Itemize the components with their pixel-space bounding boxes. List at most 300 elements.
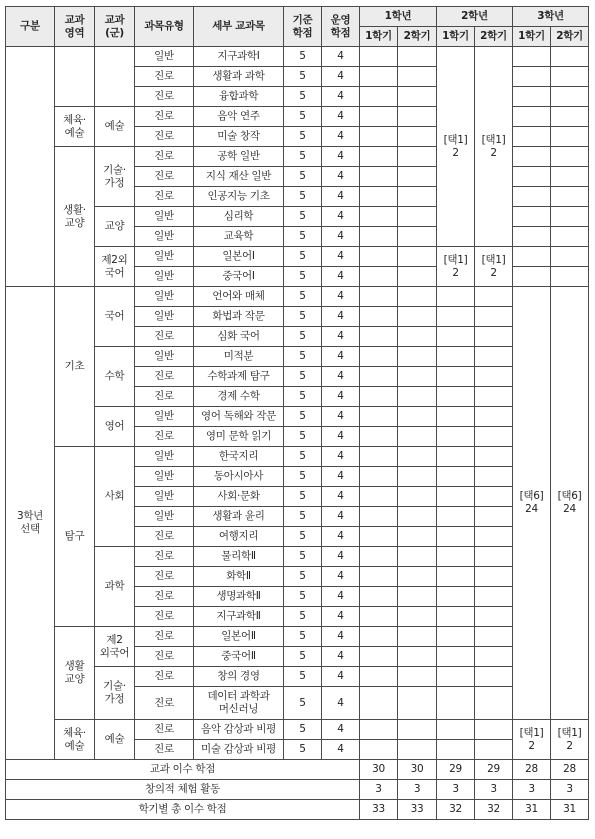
- y2s1-cell: [437, 307, 475, 327]
- base-credit-cell: 5: [284, 107, 322, 127]
- type-cell: 진로: [135, 627, 194, 647]
- subject-cell: 경제 수학: [194, 387, 284, 407]
- y1s2-cell: [398, 407, 437, 427]
- y1s2-cell: [398, 267, 437, 287]
- subject-cell: 일본어Ⅱ: [194, 627, 284, 647]
- y1s1-cell: [360, 47, 398, 67]
- type-cell: 진로: [135, 740, 194, 760]
- type-cell: 일반: [135, 47, 194, 67]
- y1s2-cell: [398, 587, 437, 607]
- y1s2-cell: [398, 507, 437, 527]
- y1s2-cell: [398, 427, 437, 447]
- totals-label: 학기별 총 이수 학점: [6, 800, 360, 820]
- y3s1-cell: [513, 187, 551, 207]
- total-value: 3: [513, 780, 551, 800]
- subject-cell: 동아시아사: [194, 467, 284, 487]
- y2s2-cell: [475, 587, 513, 607]
- y1s1-cell: [360, 227, 398, 247]
- group-cell-korean: 국어: [95, 287, 135, 347]
- table-body: [6, 47, 589, 820]
- oper-credit-cell: 4: [322, 147, 360, 167]
- type-cell: 진로: [135, 67, 194, 87]
- base-credit-cell: 5: [284, 307, 322, 327]
- y1s2-cell: [398, 107, 437, 127]
- group-cell-lang2b: 제2 외국어: [95, 627, 135, 667]
- y1s2-cell: [398, 327, 437, 347]
- subject-cell: 일본어Ⅰ: [194, 247, 284, 267]
- type-cell: 일반: [135, 407, 194, 427]
- y2s2-cell: [475, 327, 513, 347]
- subject-cell: 융합과학: [194, 87, 284, 107]
- oper-credit-cell: 4: [322, 687, 360, 720]
- y2s2-choice-cell: [택1] 2: [475, 47, 513, 247]
- y2s1-choice-cell: [택1] 2: [437, 47, 475, 247]
- type-cell: 진로: [135, 567, 194, 587]
- type-cell: 진로: [135, 367, 194, 387]
- header-y1-sem1: 1학기: [360, 27, 398, 47]
- oper-credit-cell: 4: [322, 67, 360, 87]
- area-cell-blank: [55, 47, 95, 107]
- total-value: 3: [551, 780, 589, 800]
- subject-cell: 지식 재산 일반: [194, 167, 284, 187]
- oper-credit-cell: 4: [322, 387, 360, 407]
- y2s2-choice-cell: [택1] 2: [475, 247, 513, 287]
- y1s2-cell: [398, 47, 437, 67]
- type-cell: 진로: [135, 187, 194, 207]
- base-credit-cell: 5: [284, 527, 322, 547]
- y2s2-cell: [475, 367, 513, 387]
- y3s1-cell: [513, 47, 551, 67]
- base-credit-cell: 5: [284, 267, 322, 287]
- y1s1-cell: [360, 447, 398, 467]
- subject-cell: 음악 연주: [194, 107, 284, 127]
- group-cell-edu: 교양: [95, 207, 135, 247]
- y3s1-cell: [513, 127, 551, 147]
- oper-credit-cell: 4: [322, 567, 360, 587]
- subject-cell: 수학과제 탐구: [194, 367, 284, 387]
- y1s1-cell: [360, 427, 398, 447]
- y2s2-cell: [475, 720, 513, 740]
- subject-cell: 생명과학Ⅱ: [194, 587, 284, 607]
- base-credit-cell: 5: [284, 327, 322, 347]
- y1s2-cell: [398, 467, 437, 487]
- area-cell-explore: 탐구: [55, 447, 95, 627]
- y1s2-cell: [398, 227, 437, 247]
- y3s1-cell: [513, 227, 551, 247]
- y2s2-cell: [475, 427, 513, 447]
- total-value: 33: [398, 800, 437, 820]
- y2s1-cell: [437, 740, 475, 760]
- subject-cell: 교육학: [194, 227, 284, 247]
- type-cell: 진로: [135, 667, 194, 687]
- y2s1-cell: [437, 587, 475, 607]
- oper-credit-cell: 4: [322, 307, 360, 327]
- subject-cell: 심화 국어: [194, 327, 284, 347]
- base-credit-cell: 5: [284, 407, 322, 427]
- type-cell: 진로: [135, 327, 194, 347]
- base-credit-cell: 5: [284, 627, 322, 647]
- y1s2-cell: [398, 547, 437, 567]
- y2s1-choice-cell: [택1] 2: [437, 247, 475, 287]
- type-cell: 진로: [135, 147, 194, 167]
- y3s1-cell: [513, 167, 551, 187]
- base-credit-cell: 5: [284, 227, 322, 247]
- oper-credit-cell: 4: [322, 607, 360, 627]
- base-credit-cell: 5: [284, 207, 322, 227]
- y1s2-cell: [398, 607, 437, 627]
- type-cell: 일반: [135, 247, 194, 267]
- y1s1-cell: [360, 147, 398, 167]
- y1s1-cell: [360, 187, 398, 207]
- y1s1-cell: [360, 647, 398, 667]
- total-value: 30: [360, 760, 398, 780]
- type-cell: 진로: [135, 127, 194, 147]
- oper-credit-cell: 4: [322, 447, 360, 467]
- y1s1-cell: [360, 687, 398, 720]
- type-cell: 일반: [135, 227, 194, 247]
- oper-credit-cell: 4: [322, 47, 360, 67]
- oper-credit-cell: 4: [322, 247, 360, 267]
- total-value: 28: [513, 760, 551, 780]
- y1s1-cell: [360, 720, 398, 740]
- type-cell: 진로: [135, 607, 194, 627]
- group-cell-art2: 예술: [95, 720, 135, 760]
- area-cell-life2: 생활 교양: [55, 627, 95, 720]
- y1s1-cell: [360, 567, 398, 587]
- base-credit-cell: 5: [284, 127, 322, 147]
- y2s1-cell: [437, 407, 475, 427]
- base-credit-cell: 5: [284, 87, 322, 107]
- group-cell-social: 사회: [95, 447, 135, 547]
- type-cell: 일반: [135, 347, 194, 367]
- y1s1-cell: [360, 327, 398, 347]
- y1s2-cell: [398, 127, 437, 147]
- base-credit-cell: 5: [284, 167, 322, 187]
- y2s2-cell: [475, 740, 513, 760]
- total-value: 31: [551, 800, 589, 820]
- y1s1-cell: [360, 527, 398, 547]
- y3s2-choice-cell: [택6] 24: [551, 287, 589, 720]
- base-credit-cell: 5: [284, 67, 322, 87]
- y2s2-cell: [475, 667, 513, 687]
- y2s1-cell: [437, 347, 475, 367]
- y1s2-cell: [398, 287, 437, 307]
- total-value: 29: [437, 760, 475, 780]
- header-year3: 3학년: [513, 7, 589, 27]
- subject-cell: 영어 독해와 작문: [194, 407, 284, 427]
- subject-cell: 여행지리: [194, 527, 284, 547]
- y1s1-cell: [360, 347, 398, 367]
- y1s1-cell: [360, 547, 398, 567]
- base-credit-cell: 5: [284, 467, 322, 487]
- y1s1-cell: [360, 207, 398, 227]
- type-cell: 일반: [135, 287, 194, 307]
- header-oper-credit: 운영 학점: [322, 7, 360, 47]
- y2s2-cell: [475, 347, 513, 367]
- oper-credit-cell: 4: [322, 667, 360, 687]
- base-credit-cell: 5: [284, 547, 322, 567]
- header-subject: 세부 교과목: [194, 7, 284, 47]
- total-value: 30: [398, 760, 437, 780]
- base-credit-cell: 5: [284, 607, 322, 627]
- subject-cell: 중국어Ⅱ: [194, 647, 284, 667]
- subject-cell: 음악 감상과 비평: [194, 720, 284, 740]
- y1s2-cell: [398, 567, 437, 587]
- subject-cell: 미술 창작: [194, 127, 284, 147]
- y2s2-cell: [475, 607, 513, 627]
- area-cell-basic: 기초: [55, 287, 95, 447]
- header-year2: 2학년: [437, 7, 513, 27]
- table-header: [6, 7, 589, 47]
- y1s1-cell: [360, 287, 398, 307]
- y2s1-cell: [437, 647, 475, 667]
- y1s1-cell: [360, 607, 398, 627]
- subject-cell: 한국지리: [194, 447, 284, 467]
- subject-cell: 공학 일반: [194, 147, 284, 167]
- header-group: 교과 (군): [95, 7, 135, 47]
- subject-cell: 화학Ⅱ: [194, 567, 284, 587]
- gubun-cell-grade2: [6, 47, 55, 287]
- oper-credit-cell: 4: [322, 287, 360, 307]
- total-value: 3: [360, 780, 398, 800]
- type-cell: 진로: [135, 687, 194, 720]
- y2s1-cell: [437, 720, 475, 740]
- type-cell: 진로: [135, 167, 194, 187]
- y2s1-cell: [437, 527, 475, 547]
- y3s2-cell: [551, 267, 589, 287]
- base-credit-cell: 5: [284, 187, 322, 207]
- y1s1-cell: [360, 127, 398, 147]
- header-type: 과목유형: [135, 7, 194, 47]
- totals-label: 교과 이수 학점: [6, 760, 360, 780]
- subject-cell: 사회·문화: [194, 487, 284, 507]
- total-value: 32: [437, 800, 475, 820]
- group-cell-english: 영어: [95, 407, 135, 447]
- oper-credit-cell: 4: [322, 647, 360, 667]
- total-value: 31: [513, 800, 551, 820]
- y1s1-cell: [360, 107, 398, 127]
- y2s1-cell: [437, 387, 475, 407]
- table-row: [6, 627, 589, 647]
- y1s2-cell: [398, 207, 437, 227]
- y3s2-cell: [551, 227, 589, 247]
- header-y1-sem2: 2학기: [398, 27, 437, 47]
- oper-credit-cell: 4: [322, 187, 360, 207]
- oper-credit-cell: 4: [322, 267, 360, 287]
- y2s1-cell: [437, 607, 475, 627]
- total-value: 3: [437, 780, 475, 800]
- y1s1-cell: [360, 387, 398, 407]
- y1s1-cell: [360, 367, 398, 387]
- area-cell-art2: 체육· 예술: [55, 720, 95, 760]
- y2s2-cell: [475, 527, 513, 547]
- type-cell: 진로: [135, 527, 194, 547]
- totals-row-semester-total: [6, 800, 589, 820]
- y3s1-cell: [513, 87, 551, 107]
- base-credit-cell: 5: [284, 567, 322, 587]
- header-y3-sem2: 2학기: [551, 27, 589, 47]
- header-base-credit: 기준 학점: [284, 7, 322, 47]
- subject-cell: 인공지능 기초: [194, 187, 284, 207]
- oper-credit-cell: 4: [322, 720, 360, 740]
- subject-cell: 생활과 윤리: [194, 507, 284, 527]
- total-value: 33: [360, 800, 398, 820]
- table-row: [6, 287, 589, 307]
- y2s2-cell: [475, 647, 513, 667]
- type-cell: 진로: [135, 547, 194, 567]
- total-value: 3: [398, 780, 437, 800]
- base-credit-cell: 5: [284, 647, 322, 667]
- group-cell-math: 수학: [95, 347, 135, 407]
- y1s1-cell: [360, 467, 398, 487]
- subject-cell: 화법과 작문: [194, 307, 284, 327]
- group-cell-lang2: 제2외 국어: [95, 247, 135, 287]
- y1s2-cell: [398, 487, 437, 507]
- base-credit-cell: 5: [284, 427, 322, 447]
- y3s1-cell: [513, 107, 551, 127]
- group-cell-tech: 기술· 가정: [95, 147, 135, 207]
- type-cell: 진로: [135, 387, 194, 407]
- header-y3-sem1: 1학기: [513, 27, 551, 47]
- oper-credit-cell: 4: [322, 127, 360, 147]
- y2s1-cell: [437, 667, 475, 687]
- base-credit-cell: 5: [284, 507, 322, 527]
- y1s1-cell: [360, 740, 398, 760]
- y2s1-cell: [437, 487, 475, 507]
- y2s2-cell: [475, 387, 513, 407]
- y3s1-cell: [513, 147, 551, 167]
- y1s2-cell: [398, 247, 437, 267]
- y1s2-cell: [398, 347, 437, 367]
- type-cell: 진로: [135, 720, 194, 740]
- oper-credit-cell: 4: [322, 740, 360, 760]
- oper-credit-cell: 4: [322, 107, 360, 127]
- y1s1-cell: [360, 627, 398, 647]
- y3s2-cell: [551, 187, 589, 207]
- y1s2-cell: [398, 387, 437, 407]
- table-row: [6, 720, 589, 740]
- oper-credit-cell: 4: [322, 227, 360, 247]
- base-credit-cell: 5: [284, 47, 322, 67]
- y1s1-cell: [360, 407, 398, 427]
- y2s2-cell: [475, 467, 513, 487]
- type-cell: 일반: [135, 207, 194, 227]
- y1s1-cell: [360, 487, 398, 507]
- base-credit-cell: 5: [284, 740, 322, 760]
- oper-credit-cell: 4: [322, 507, 360, 527]
- y2s1-cell: [437, 327, 475, 347]
- y3s2-cell: [551, 87, 589, 107]
- type-cell: 일반: [135, 267, 194, 287]
- header-y2-sem2: 2학기: [475, 27, 513, 47]
- y1s1-cell: [360, 267, 398, 287]
- y2s2-cell: [475, 447, 513, 467]
- totals-row-subject-credits: [6, 760, 589, 780]
- y2s1-cell: [437, 627, 475, 647]
- y1s2-cell: [398, 687, 437, 720]
- y1s1-cell: [360, 307, 398, 327]
- y1s2-cell: [398, 147, 437, 167]
- y3s2-cell: [551, 207, 589, 227]
- y1s2-cell: [398, 647, 437, 667]
- table-row: [6, 447, 589, 467]
- y2s2-cell: [475, 567, 513, 587]
- y1s1-cell: [360, 167, 398, 187]
- base-credit-cell: 5: [284, 367, 322, 387]
- header-area: 교과 영역: [55, 7, 95, 47]
- oper-credit-cell: 4: [322, 547, 360, 567]
- subject-cell: 미적분: [194, 347, 284, 367]
- type-cell: 일반: [135, 467, 194, 487]
- subject-cell: 생활과 과학: [194, 67, 284, 87]
- y3s2-cell: [551, 247, 589, 267]
- oper-credit-cell: 4: [322, 327, 360, 347]
- type-cell: 일반: [135, 307, 194, 327]
- y2s1-cell: [437, 467, 475, 487]
- oper-credit-cell: 4: [322, 627, 360, 647]
- base-credit-cell: 5: [284, 720, 322, 740]
- oper-credit-cell: 4: [322, 167, 360, 187]
- oper-credit-cell: 4: [322, 427, 360, 447]
- base-credit-cell: 5: [284, 147, 322, 167]
- table-row: [6, 47, 589, 67]
- header-y2-sem1: 1학기: [437, 27, 475, 47]
- oper-credit-cell: 4: [322, 87, 360, 107]
- y1s2-cell: [398, 527, 437, 547]
- subject-cell: 데이터 과학과 머신러닝: [194, 687, 284, 720]
- totals-row-creative-activity: [6, 780, 589, 800]
- group-cell-science: 과학: [95, 547, 135, 627]
- y1s1-cell: [360, 587, 398, 607]
- header-year1: 1학년: [360, 7, 437, 27]
- subject-cell: 물리학Ⅱ: [194, 547, 284, 567]
- type-cell: 진로: [135, 647, 194, 667]
- gubun-cell-year3-choice: 3학년 선택: [6, 287, 55, 760]
- group-cell-tech2: 기술· 가정: [95, 667, 135, 720]
- type-cell: 진로: [135, 587, 194, 607]
- base-credit-cell: 5: [284, 247, 322, 267]
- y1s2-cell: [398, 307, 437, 327]
- base-credit-cell: 5: [284, 387, 322, 407]
- y3s2-cell: [551, 67, 589, 87]
- y1s2-cell: [398, 447, 437, 467]
- y3s2-cell: [551, 47, 589, 67]
- y1s2-cell: [398, 720, 437, 740]
- base-credit-cell: 5: [284, 447, 322, 467]
- oper-credit-cell: 4: [322, 527, 360, 547]
- y1s1-cell: [360, 507, 398, 527]
- total-value: 28: [551, 760, 589, 780]
- oper-credit-cell: 4: [322, 367, 360, 387]
- y3s2-choice-cell: [택1] 2: [551, 720, 589, 760]
- y3s1-cell: [513, 267, 551, 287]
- base-credit-cell: 5: [284, 687, 322, 720]
- oper-credit-cell: 4: [322, 587, 360, 607]
- y3s2-cell: [551, 167, 589, 187]
- type-cell: 일반: [135, 487, 194, 507]
- y2s1-cell: [437, 687, 475, 720]
- subject-cell: 언어와 매체: [194, 287, 284, 307]
- oper-credit-cell: 4: [322, 467, 360, 487]
- oper-credit-cell: 4: [322, 407, 360, 427]
- y1s2-cell: [398, 627, 437, 647]
- y3s1-cell: [513, 67, 551, 87]
- subject-cell: 창의 경영: [194, 667, 284, 687]
- y1s1-cell: [360, 67, 398, 87]
- type-cell: 진로: [135, 107, 194, 127]
- header-gubun: 구분: [6, 7, 55, 47]
- subject-cell: 심리학: [194, 207, 284, 227]
